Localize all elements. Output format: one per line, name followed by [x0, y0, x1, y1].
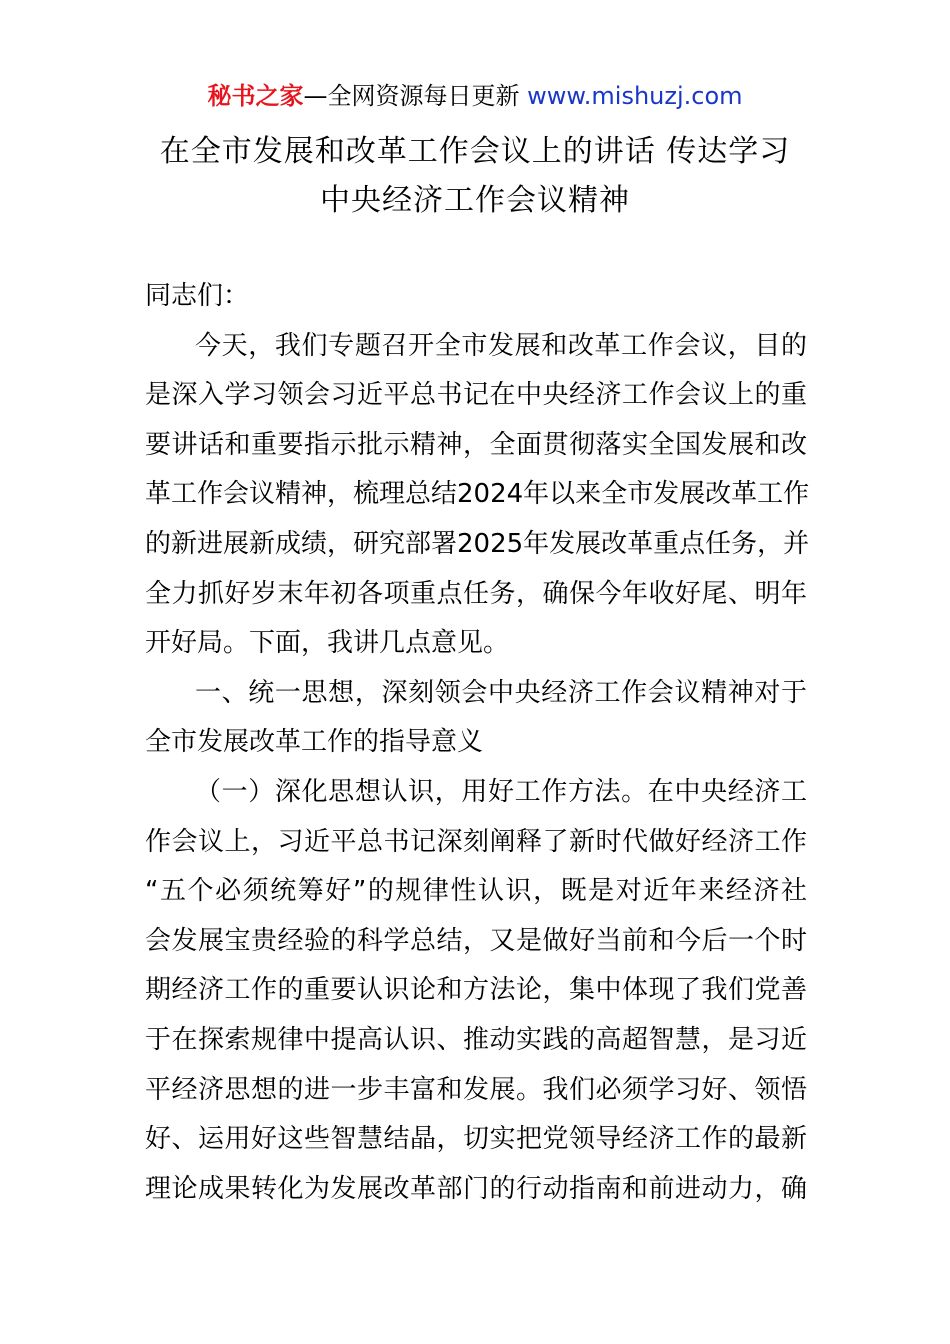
salutation: 同志们： [145, 281, 250, 311]
body-line: 开好局。下面，我讲几点意见。 [145, 628, 510, 659]
section-heading-line: 一、统一思想，深刻领会中央经济工作会议精神对于 [195, 677, 807, 708]
body-line: 平经济思想的进一步丰富和发展。我们必须学习好、领悟 [145, 1074, 807, 1105]
body-line: 的新进展新成绩，研究部署2025年发展改革重点任务，并 [145, 528, 810, 559]
section-heading-line: 全市发展改革工作的指导意义 [145, 727, 484, 758]
document-title [100, 127, 850, 225]
body-line: 革工作会议精神，梳理总结2024年以来全市发展改革工作 [145, 479, 810, 510]
body-line: 作会议上，习近平总书记深刻阐释了新时代做好经济工作 [145, 826, 807, 857]
site-brand: 秘书之家 [207, 82, 304, 110]
site-slogan: —全网资源每日更新 [303, 82, 528, 110]
body-line: 好、运用好这些智慧结晶，切实把党领导经济工作的最新 [145, 1124, 807, 1155]
site-header [0, 80, 950, 112]
site-url-link[interactable]: www.mishuzj.com [527, 82, 743, 110]
document-body [145, 272, 810, 1214]
body-line: 今天，我们专题召开全市发展和改革工作会议，目的 [195, 330, 807, 361]
body-line: 会发展宝贵经验的科学总结，又是做好当前和今后一个时 [145, 925, 807, 956]
body-line: 理论成果转化为发展改革部门的行动指南和前进动力，确 [145, 1173, 807, 1204]
title-line-2: 中央经济工作会议精神 [320, 183, 630, 218]
body-line: 期经济工作的重要认识论和方法论，集中体现了我们党善 [145, 975, 807, 1006]
body-line: （一）深化思想认识，用好工作方法。在中央经济工 [195, 776, 807, 807]
body-line: 于在探索规律中提高认识、推动实践的高超智慧，是习近 [145, 1024, 807, 1055]
body-line: 要讲话和重要指示批示精神，全面贯彻落实全国发展和改 [145, 429, 807, 460]
body-line: “五个必须统筹好”的规律性认识，既是对近年来经济社 [145, 876, 807, 907]
title-line-1: 在全市发展和改革工作会议上的讲话 传达学习 [159, 134, 791, 169]
body-line: 是深入学习领会习近平总书记在中央经济工作会议上的重 [145, 380, 807, 411]
body-line: 全力抓好岁末年初各项重点任务，确保今年收好尾、明年 [145, 578, 807, 609]
